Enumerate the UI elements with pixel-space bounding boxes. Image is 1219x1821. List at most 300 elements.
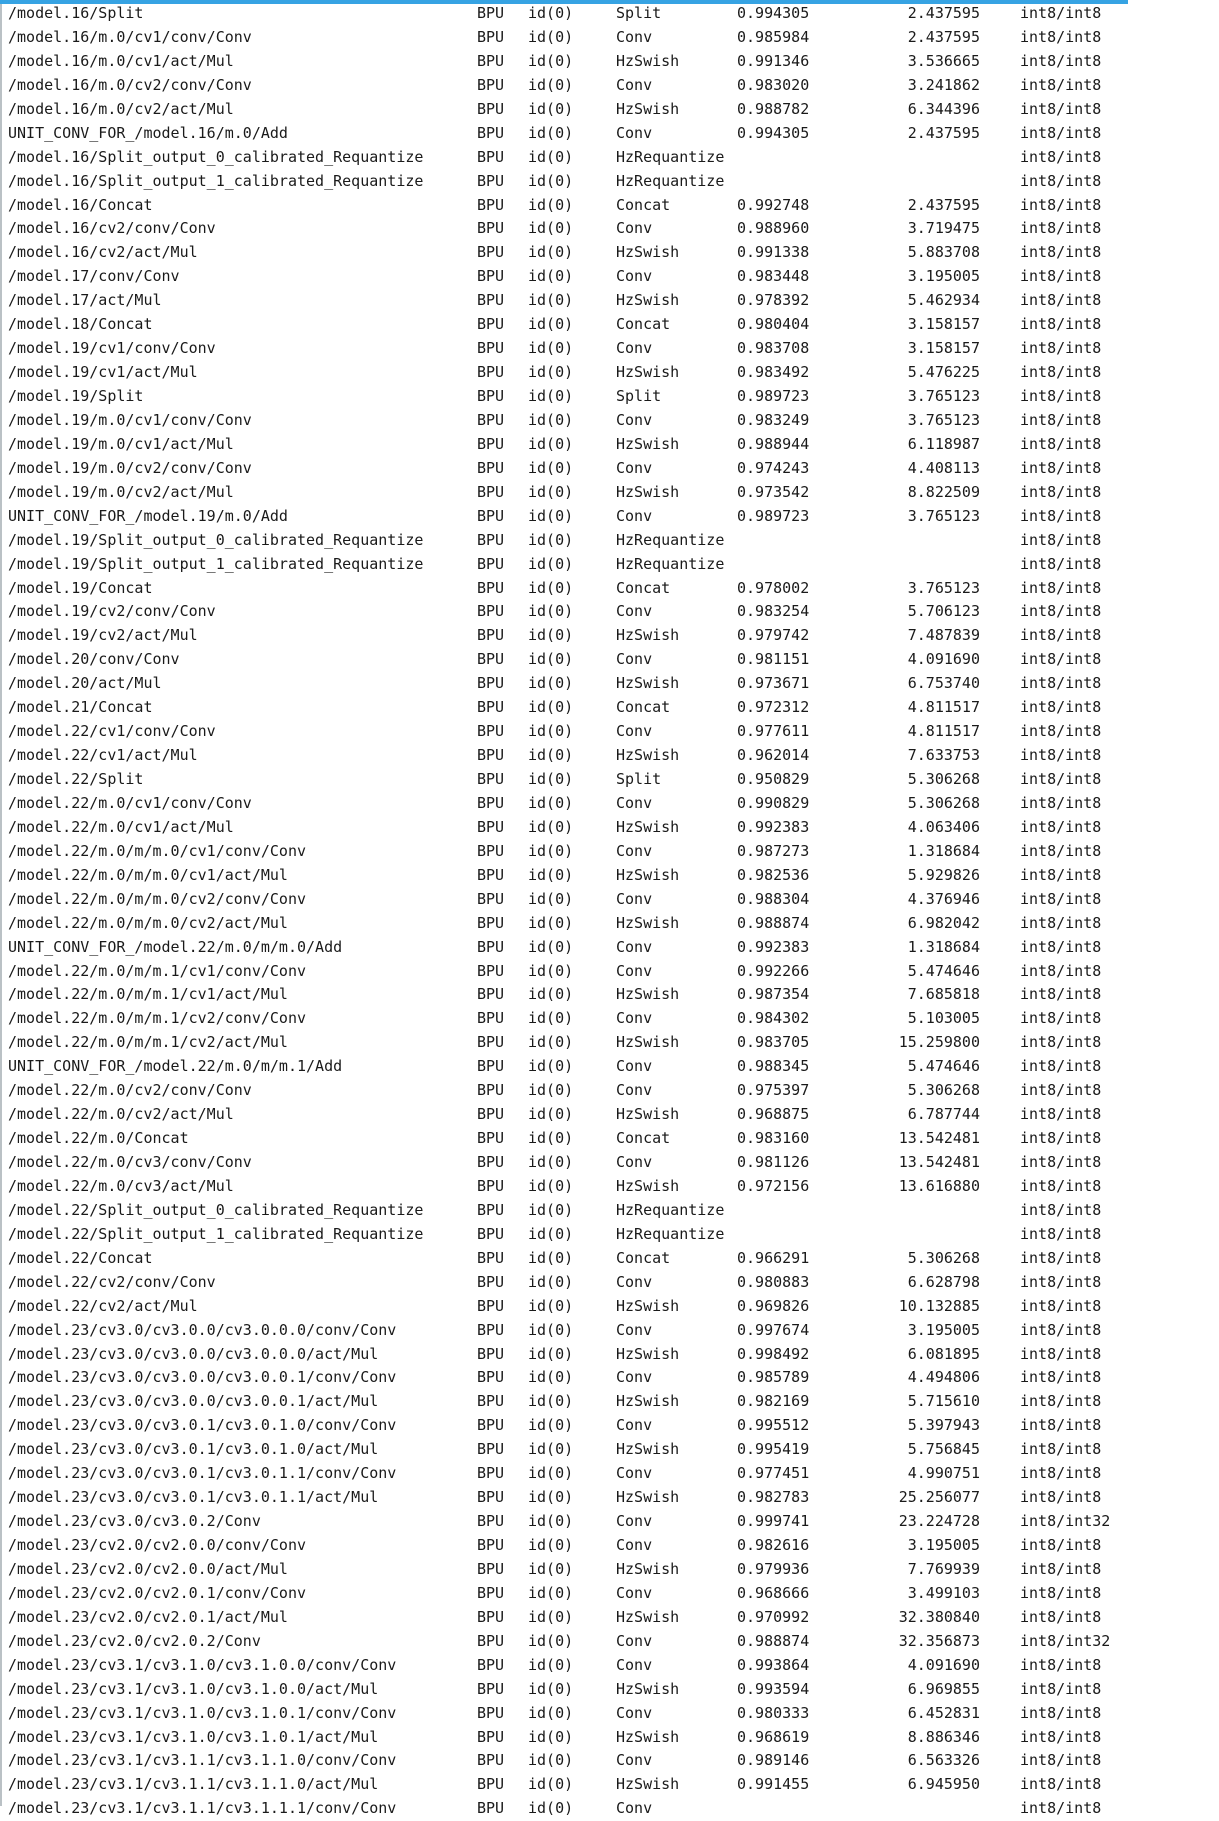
threshold-cell: 6.753740 xyxy=(907,674,980,693)
dtype-cell: int8/int8 xyxy=(1020,291,1102,310)
table-row xyxy=(0,433,1219,457)
threshold-cell: 1.318684 xyxy=(907,841,980,860)
layer-name-cell: /model.19/cv2/conv/Conv xyxy=(8,602,216,621)
layer-quantization-table xyxy=(0,2,1219,1821)
layer-name-cell: /model.18/Concat xyxy=(8,315,153,334)
subgraph-id-cell: id(0) xyxy=(528,243,574,262)
exec-unit-cell: BPU xyxy=(477,746,505,765)
dtype-cell: int8/int8 xyxy=(1020,315,1102,334)
exec-unit-cell: BPU xyxy=(477,578,505,597)
layer-name-cell: /model.22/Split xyxy=(8,770,144,788)
cosine-similarity-cell: 0.974243 xyxy=(737,458,810,477)
exec-unit-cell: BPU xyxy=(477,387,505,405)
cosine-similarity-cell: 0.983492 xyxy=(737,363,810,382)
subgraph-id-cell: id(0) xyxy=(528,602,574,621)
op-type-cell: HzSwish xyxy=(616,1440,680,1459)
subgraph-id-cell: id(0) xyxy=(528,1320,574,1339)
subgraph-id-cell: id(0) xyxy=(528,219,574,238)
subgraph-id-cell: id(0) xyxy=(528,1416,574,1435)
op-type-cell: Split xyxy=(616,770,662,788)
dtype-cell: int8/int8 xyxy=(1020,1368,1102,1387)
layer-name-cell: /model.22/m.0/cv3/act/Mul xyxy=(8,1176,234,1195)
layer-name-cell: /model.23/cv3.0/cv3.0.0/cv3.0.0.0/act/Mul xyxy=(8,1344,379,1363)
subgraph-id-cell: id(0) xyxy=(528,363,574,382)
cosine-similarity-cell: 0.992266 xyxy=(737,961,810,980)
dtype-cell: int8/int8 xyxy=(1020,219,1102,238)
layer-name-cell: /model.23/cv2.0/cv2.0.0/act/Mul xyxy=(8,1559,288,1578)
threshold-cell: 3.719475 xyxy=(907,219,980,238)
dtype-cell: int8/int8 xyxy=(1020,937,1102,956)
layer-name-cell: /model.22/m.0/m/m.0/cv1/act/Mul xyxy=(8,865,288,884)
subgraph-id-cell: id(0) xyxy=(528,1799,574,1818)
exec-unit-cell: BPU xyxy=(477,961,505,980)
exec-unit-cell: BPU xyxy=(477,985,505,1004)
subgraph-id-cell: id(0) xyxy=(528,1248,574,1267)
layer-name-cell: /model.16/Concat xyxy=(8,195,153,214)
cosine-similarity-cell: 0.983249 xyxy=(737,410,810,429)
op-type-cell: Conv xyxy=(616,1536,653,1554)
table-row xyxy=(0,936,1219,960)
threshold-cell: 5.397943 xyxy=(907,1416,980,1435)
table-row xyxy=(0,864,1219,888)
dtype-cell: int8/int32 xyxy=(1020,1631,1111,1650)
cosine-similarity-cell: 0.968666 xyxy=(737,1583,810,1602)
exec-unit-cell: BPU xyxy=(477,51,505,70)
exec-unit-cell: BPU xyxy=(477,506,505,525)
cosine-similarity-cell: 0.983254 xyxy=(737,602,810,621)
subgraph-id-cell: id(0) xyxy=(528,1440,574,1459)
table-row xyxy=(0,696,1219,720)
threshold-cell: 6.118987 xyxy=(907,434,980,453)
dtype-cell: int8/int8 xyxy=(1020,602,1102,621)
layer-name-cell: /model.22/cv2/act/Mul xyxy=(8,1296,198,1315)
exec-unit-cell: BPU xyxy=(477,195,505,214)
table-row xyxy=(0,1103,1219,1127)
cosine-similarity-cell: 0.982536 xyxy=(737,865,810,884)
threshold-cell: 4.063406 xyxy=(907,817,980,836)
layer-name-cell: /model.16/m.0/cv2/conv/Conv xyxy=(8,75,252,94)
table-row xyxy=(0,1390,1219,1414)
table-row xyxy=(0,1007,1219,1031)
op-type-cell: HzSwish xyxy=(616,1105,680,1124)
cosine-similarity-cell: 0.978392 xyxy=(737,291,810,310)
subgraph-id-cell: id(0) xyxy=(528,1703,574,1722)
cosine-similarity-cell: 0.993594 xyxy=(737,1679,810,1698)
op-type-cell: Conv xyxy=(616,1081,653,1100)
subgraph-id-cell: id(0) xyxy=(528,865,574,884)
cosine-similarity-cell: 0.950829 xyxy=(737,770,810,788)
exec-unit-cell: BPU xyxy=(477,1296,505,1315)
layer-name-cell: UNIT_CONV_FOR_/model.16/m.0/Add xyxy=(8,123,288,142)
table-row xyxy=(0,768,1219,792)
op-type-cell: HzSwish xyxy=(616,1679,680,1698)
dtype-cell: int8/int8 xyxy=(1020,363,1102,382)
cosine-similarity-cell: 0.962014 xyxy=(737,746,810,765)
exec-unit-cell: BPU xyxy=(477,1559,505,1578)
subgraph-id-cell: id(0) xyxy=(528,51,574,70)
cosine-similarity-cell: 0.984302 xyxy=(737,1009,810,1028)
table-row xyxy=(0,1199,1219,1223)
exec-unit-cell: BPU xyxy=(477,1009,505,1028)
cosine-similarity-cell: 0.995419 xyxy=(737,1440,810,1459)
subgraph-id-cell: id(0) xyxy=(528,817,574,836)
table-row xyxy=(0,313,1219,337)
dtype-cell: int8/int8 xyxy=(1020,1392,1102,1411)
cosine-similarity-cell: 0.977611 xyxy=(737,722,810,741)
dtype-cell: int8/int8 xyxy=(1020,267,1102,286)
dtype-cell: int8/int8 xyxy=(1020,1583,1102,1602)
exec-unit-cell: BPU xyxy=(477,1392,505,1411)
exec-unit-cell: BPU xyxy=(477,291,505,310)
layer-name-cell: /model.22/m.0/m/m.1/cv1/act/Mul xyxy=(8,985,288,1004)
op-type-cell: Concat xyxy=(616,315,671,334)
table-row xyxy=(0,1295,1219,1319)
exec-unit-cell: BPU xyxy=(477,530,505,549)
exec-unit-cell: BPU xyxy=(477,1248,505,1267)
cosine-similarity-cell: 0.983705 xyxy=(737,1033,810,1052)
op-type-cell: Conv xyxy=(616,1009,653,1028)
layer-name-cell: /model.23/cv2.0/cv2.0.1/act/Mul xyxy=(8,1607,288,1626)
cosine-similarity-cell: 0.988960 xyxy=(737,219,810,238)
threshold-cell: 7.685818 xyxy=(907,985,980,1004)
dtype-cell: int8/int8 xyxy=(1020,1320,1102,1339)
table-row xyxy=(0,960,1219,984)
cosine-similarity-cell: 0.994305 xyxy=(737,123,810,142)
table-row xyxy=(0,1319,1219,1343)
table-row xyxy=(0,1223,1219,1247)
cosine-similarity-cell: 0.972312 xyxy=(737,698,810,717)
layer-name-cell: /model.22/Concat xyxy=(8,1248,153,1267)
op-type-cell: HzSwish xyxy=(616,1775,680,1794)
op-type-cell: HzRequantize xyxy=(616,171,725,190)
subgraph-id-cell: id(0) xyxy=(528,99,574,118)
layer-name-cell: /model.22/m.0/cv3/conv/Conv xyxy=(8,1153,252,1171)
dtype-cell: int8/int8 xyxy=(1020,1176,1102,1195)
cosine-similarity-cell: 0.991338 xyxy=(737,243,810,262)
threshold-cell: 25.256077 xyxy=(898,1488,980,1507)
layer-name-cell: /model.16/cv2/conv/Conv xyxy=(8,219,216,238)
layer-name-cell: /model.19/cv1/act/Mul xyxy=(8,363,198,382)
cosine-similarity-cell: 0.969826 xyxy=(737,1296,810,1315)
layer-name-cell: /model.22/Split_output_1_calibrated_Requantize xyxy=(8,1224,424,1243)
dtype-cell: int8/int8 xyxy=(1020,123,1102,142)
table-row xyxy=(0,265,1219,289)
op-type-cell: Conv xyxy=(616,410,653,429)
cosine-similarity-cell: 0.981126 xyxy=(737,1153,810,1171)
table-row xyxy=(0,1702,1219,1726)
cosine-similarity-cell: 0.980883 xyxy=(737,1272,810,1291)
cosine-similarity-cell: 0.977451 xyxy=(737,1464,810,1483)
op-type-cell: Concat xyxy=(616,1248,671,1267)
threshold-cell: 4.091690 xyxy=(907,1655,980,1674)
table-row xyxy=(0,1366,1219,1390)
threshold-cell: 1.318684 xyxy=(907,937,980,956)
layer-name-cell: /model.22/m.0/m/m.0/cv1/conv/Conv xyxy=(8,841,307,860)
threshold-cell: 6.081895 xyxy=(907,1344,980,1363)
threshold-cell: 3.241862 xyxy=(907,75,980,94)
threshold-cell: 23.224728 xyxy=(898,1512,980,1531)
threshold-cell: 6.452831 xyxy=(907,1703,980,1722)
table-row xyxy=(0,409,1219,433)
layer-name-cell: /model.22/m.0/cv2/conv/Conv xyxy=(8,1081,252,1100)
op-type-cell: Conv xyxy=(616,1655,653,1674)
cosine-similarity-cell: 0.983160 xyxy=(737,1129,810,1148)
exec-unit-cell: BPU xyxy=(477,1057,505,1076)
exec-unit-cell: BPU xyxy=(477,171,505,190)
table-row xyxy=(0,1079,1219,1103)
exec-unit-cell: BPU xyxy=(477,1200,505,1219)
dtype-cell: int8/int8 xyxy=(1020,1224,1102,1243)
op-type-cell: HzSwish xyxy=(616,913,680,932)
exec-unit-cell: BPU xyxy=(477,267,505,286)
subgraph-id-cell: id(0) xyxy=(528,1057,574,1076)
threshold-cell: 3.765123 xyxy=(907,578,980,597)
subgraph-id-cell: id(0) xyxy=(528,291,574,310)
op-type-cell: HzRequantize xyxy=(616,530,725,549)
dtype-cell: int8/int8 xyxy=(1020,1488,1102,1507)
threshold-cell: 2.437595 xyxy=(907,27,980,46)
selection-highlight-bar xyxy=(0,0,1128,4)
threshold-cell: 2.437595 xyxy=(907,123,980,142)
layer-name-cell: /model.23/cv3.1/cv3.1.1/cv3.1.1.0/act/Mul xyxy=(8,1775,379,1794)
exec-unit-cell: BPU xyxy=(477,889,505,908)
subgraph-id-cell: id(0) xyxy=(528,793,574,812)
threshold-cell: 3.536665 xyxy=(907,51,980,70)
table-row xyxy=(0,170,1219,194)
threshold-cell: 32.380840 xyxy=(898,1607,980,1626)
table-row xyxy=(0,1247,1219,1271)
cosine-similarity-cell: 0.990829 xyxy=(737,793,810,812)
cosine-similarity-cell: 0.982169 xyxy=(737,1392,810,1411)
table-row xyxy=(0,1654,1219,1678)
subgraph-id-cell: id(0) xyxy=(528,1081,574,1100)
cosine-similarity-cell: 0.975397 xyxy=(737,1081,810,1100)
table-row xyxy=(0,361,1219,385)
op-type-cell: Conv xyxy=(616,650,653,669)
op-type-cell: HzSwish xyxy=(616,1344,680,1363)
layer-name-cell: /model.22/m.0/cv1/act/Mul xyxy=(8,817,234,836)
exec-unit-cell: BPU xyxy=(477,243,505,262)
layer-name-cell: /model.23/cv2.0/cv2.0.0/conv/Conv xyxy=(8,1536,307,1554)
dtype-cell: int8/int8 xyxy=(1020,75,1102,94)
layer-name-cell: /model.22/m.0/cv2/act/Mul xyxy=(8,1105,234,1124)
threshold-cell: 6.982042 xyxy=(907,913,980,932)
layer-name-cell: /model.22/cv1/act/Mul xyxy=(8,746,198,765)
op-type-cell: HzSwish xyxy=(616,1607,680,1626)
op-type-cell: HzSwish xyxy=(616,434,680,453)
dtype-cell: int8/int8 xyxy=(1020,650,1102,669)
subgraph-id-cell: id(0) xyxy=(528,961,574,980)
window-left-edge xyxy=(0,0,2,1806)
table-row xyxy=(0,1438,1219,1462)
cosine-similarity-cell: 0.983448 xyxy=(737,267,810,286)
exec-unit-cell: BPU xyxy=(477,1105,505,1124)
dtype-cell: int8/int8 xyxy=(1020,1081,1102,1100)
table-row xyxy=(0,385,1219,409)
exec-unit-cell: BPU xyxy=(477,1775,505,1794)
exec-unit-cell: BPU xyxy=(477,1679,505,1698)
table-row xyxy=(0,529,1219,553)
op-type-cell: Conv xyxy=(616,75,653,94)
threshold-cell: 5.103005 xyxy=(907,1009,980,1028)
layer-name-cell: UNIT_CONV_FOR_/model.22/m.0/m/m.1/Add xyxy=(8,1057,343,1076)
exec-unit-cell: BPU xyxy=(477,554,505,573)
layer-name-cell: /model.23/cv2.0/cv2.0.2/Conv xyxy=(8,1631,261,1650)
exec-unit-cell: BPU xyxy=(477,410,505,429)
exec-unit-cell: BPU xyxy=(477,913,505,932)
subgraph-id-cell: id(0) xyxy=(528,123,574,142)
cosine-similarity-cell: 0.982783 xyxy=(737,1488,810,1507)
layer-name-cell: /model.20/act/Mul xyxy=(8,674,162,693)
cosine-similarity-cell: 0.991455 xyxy=(737,1775,810,1794)
dtype-cell: int8/int8 xyxy=(1020,434,1102,453)
threshold-cell: 4.811517 xyxy=(907,698,980,717)
cosine-similarity-cell: 0.988304 xyxy=(737,889,810,908)
subgraph-id-cell: id(0) xyxy=(528,1176,574,1195)
subgraph-id-cell: id(0) xyxy=(528,1392,574,1411)
op-type-cell: Conv xyxy=(616,123,653,142)
layer-name-cell: /model.22/m.0/Concat xyxy=(8,1129,189,1148)
table-row xyxy=(0,98,1219,122)
layer-name-cell: /model.19/Concat xyxy=(8,578,153,597)
dtype-cell: int8/int8 xyxy=(1020,817,1102,836)
dtype-cell: int8/int8 xyxy=(1020,1272,1102,1291)
threshold-cell: 5.756845 xyxy=(907,1440,980,1459)
table-row xyxy=(0,1582,1219,1606)
dtype-cell: int8/int8 xyxy=(1020,1416,1102,1435)
exec-unit-cell: BPU xyxy=(477,1176,505,1195)
op-type-cell: HzSwish xyxy=(616,99,680,118)
threshold-cell: 5.883708 xyxy=(907,243,980,262)
cosine-similarity-cell: 0.992383 xyxy=(737,817,810,836)
table-row xyxy=(0,648,1219,672)
subgraph-id-cell: id(0) xyxy=(528,674,574,693)
subgraph-id-cell: id(0) xyxy=(528,1153,574,1171)
exec-unit-cell: BPU xyxy=(477,770,505,788)
dtype-cell: int8/int8 xyxy=(1020,1440,1102,1459)
subgraph-id-cell: id(0) xyxy=(528,1129,574,1148)
threshold-cell: 4.990751 xyxy=(907,1464,980,1483)
op-type-cell: HzRequantize xyxy=(616,1224,725,1243)
subgraph-id-cell: id(0) xyxy=(528,4,574,22)
exec-unit-cell: BPU xyxy=(477,99,505,118)
table-row xyxy=(0,481,1219,505)
table-row xyxy=(0,1151,1219,1175)
cosine-similarity-cell: 0.982616 xyxy=(737,1536,810,1554)
cosine-similarity-cell: 0.983708 xyxy=(737,339,810,358)
layer-name-cell: /model.23/cv3.0/cv3.0.1/cv3.0.1.1/act/Mul xyxy=(8,1488,379,1507)
threshold-cell: 7.769939 xyxy=(907,1559,980,1578)
exec-unit-cell: BPU xyxy=(477,1033,505,1052)
dtype-cell: int8/int8 xyxy=(1020,746,1102,765)
exec-unit-cell: BPU xyxy=(477,1727,505,1746)
cosine-similarity-cell: 0.979742 xyxy=(737,626,810,645)
layer-name-cell: /model.19/Split_output_1_calibrated_Requantize xyxy=(8,554,424,573)
dtype-cell: int8/int8 xyxy=(1020,4,1102,22)
cosine-similarity-cell: 0.987273 xyxy=(737,841,810,860)
subgraph-id-cell: id(0) xyxy=(528,985,574,1004)
dtype-cell: int8/int8 xyxy=(1020,1129,1102,1148)
layer-name-cell: /model.19/Split xyxy=(8,387,144,405)
subgraph-id-cell: id(0) xyxy=(528,506,574,525)
op-type-cell: Conv xyxy=(616,889,653,908)
op-type-cell: Conv xyxy=(616,1320,653,1339)
layer-name-cell: /model.22/m.0/m/m.1/cv1/conv/Conv xyxy=(8,961,307,980)
dtype-cell: int8/int8 xyxy=(1020,147,1102,166)
layer-name-cell: /model.23/cv3.1/cv3.1.0/cv3.1.0.0/act/Mul xyxy=(8,1679,379,1698)
layer-name-cell: /model.22/Split_output_0_calibrated_Requantize xyxy=(8,1200,424,1219)
subgraph-id-cell: id(0) xyxy=(528,698,574,717)
layer-name-cell: /model.23/cv3.1/cv3.1.0/cv3.1.0.0/conv/Conv xyxy=(8,1655,397,1674)
subgraph-id-cell: id(0) xyxy=(528,1727,574,1746)
layer-name-cell: /model.23/cv3.0/cv3.0.1/cv3.0.1.1/conv/Conv xyxy=(8,1464,397,1483)
subgraph-id-cell: id(0) xyxy=(528,1631,574,1650)
cosine-similarity-cell: 0.978002 xyxy=(737,578,810,597)
table-row xyxy=(0,1343,1219,1367)
threshold-cell: 3.765123 xyxy=(907,506,980,525)
exec-unit-cell: BPU xyxy=(477,1703,505,1722)
dtype-cell: int8/int8 xyxy=(1020,770,1102,788)
layer-name-cell: /model.23/cv3.0/cv3.0.1/cv3.0.1.0/conv/Conv xyxy=(8,1416,397,1435)
subgraph-id-cell: id(0) xyxy=(528,554,574,573)
op-type-cell: HzSwish xyxy=(616,243,680,262)
op-type-cell: HzSwish xyxy=(616,1559,680,1578)
threshold-cell: 5.306268 xyxy=(907,1248,980,1267)
op-type-cell: Conv xyxy=(616,1512,653,1531)
layer-name-cell: /model.16/m.0/cv1/act/Mul xyxy=(8,51,234,70)
threshold-cell: 2.437595 xyxy=(907,195,980,214)
table-row xyxy=(0,1462,1219,1486)
threshold-cell: 4.494806 xyxy=(907,1368,980,1387)
layer-name-cell: /model.23/cv3.0/cv3.0.2/Conv xyxy=(8,1512,261,1531)
table-row xyxy=(0,74,1219,98)
dtype-cell: int8/int8 xyxy=(1020,1703,1102,1722)
exec-unit-cell: BPU xyxy=(477,865,505,884)
subgraph-id-cell: id(0) xyxy=(528,650,574,669)
dtype-cell: int8/int8 xyxy=(1020,1559,1102,1578)
dtype-cell: int8/int8 xyxy=(1020,1200,1102,1219)
op-type-cell: Conv xyxy=(616,793,653,812)
threshold-cell: 5.306268 xyxy=(907,770,980,788)
dtype-cell: int8/int8 xyxy=(1020,1727,1102,1746)
table-row xyxy=(0,1031,1219,1055)
op-type-cell: Conv xyxy=(616,841,653,860)
layer-name-cell: /model.16/Split xyxy=(8,4,144,22)
threshold-cell: 10.132885 xyxy=(898,1296,980,1315)
exec-unit-cell: BPU xyxy=(477,123,505,142)
threshold-cell: 3.195005 xyxy=(907,267,980,286)
cosine-similarity-cell: 0.973671 xyxy=(737,674,810,693)
cosine-similarity-cell: 0.988345 xyxy=(737,1057,810,1076)
layer-name-cell: /model.16/Split_output_1_calibrated_Requantize xyxy=(8,171,424,190)
dtype-cell: int8/int8 xyxy=(1020,722,1102,741)
layer-name-cell: /model.23/cv3.0/cv3.0.0/cv3.0.0.1/act/Mul xyxy=(8,1392,379,1411)
subgraph-id-cell: id(0) xyxy=(528,171,574,190)
op-type-cell: Conv xyxy=(616,1272,653,1291)
op-type-cell: Concat xyxy=(616,195,671,214)
dtype-cell: int8/int8 xyxy=(1020,674,1102,693)
op-type-cell: Conv xyxy=(616,1368,653,1387)
cosine-similarity-cell: 0.968619 xyxy=(737,1727,810,1746)
layer-name-cell: /model.23/cv3.1/cv3.1.0/cv3.1.0.1/act/Mul xyxy=(8,1727,379,1746)
subgraph-id-cell: id(0) xyxy=(528,1033,574,1052)
cosine-similarity-cell: 0.973542 xyxy=(737,482,810,501)
subgraph-id-cell: id(0) xyxy=(528,578,574,597)
cosine-similarity-cell: 0.999741 xyxy=(737,1512,810,1531)
threshold-cell: 6.787744 xyxy=(907,1105,980,1124)
threshold-cell: 6.945950 xyxy=(907,1775,980,1794)
table-row xyxy=(0,672,1219,696)
